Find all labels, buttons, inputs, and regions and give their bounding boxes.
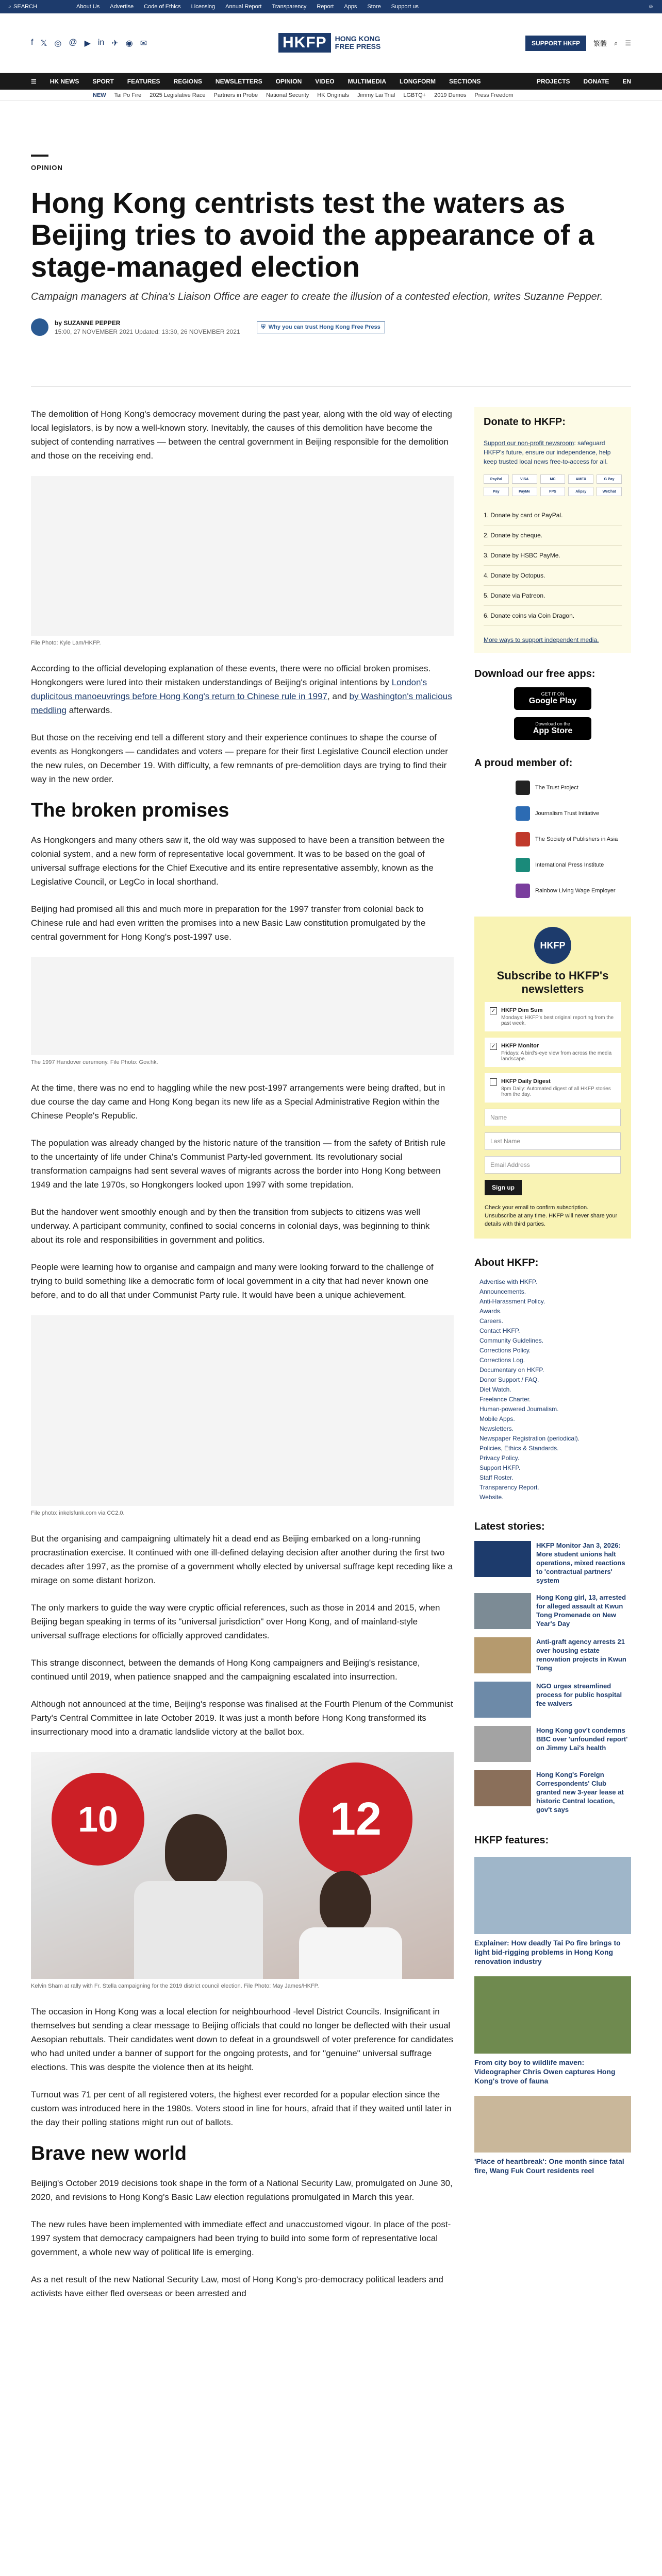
logo-line-2: FREE PRESS xyxy=(335,42,381,50)
feature-title[interactable]: Explainer: How deadly Tai Po fire brings to light bid-rigging problems in Hong Kong renovation industry xyxy=(474,1939,621,1965)
trending-tai-po-fire[interactable]: Tai Po Fire xyxy=(114,92,142,98)
support-hkfp-button[interactable]: SUPPORT HKFP xyxy=(525,36,586,51)
newsletter-desc: Fridays: A bird's-eye view from across the media landscape. xyxy=(501,1050,612,1062)
trending-national-security[interactable]: National Security xyxy=(266,92,309,98)
latest-title: Latest stories: xyxy=(474,1521,545,1532)
menu-icon[interactable]: ☰ xyxy=(31,78,37,85)
paragraph-text: afterwards. xyxy=(67,705,112,715)
last-name-input[interactable]: Last Name xyxy=(485,1132,621,1150)
feature-item[interactable] xyxy=(474,1976,631,2086)
about-link[interactable]: Corrections Policy. xyxy=(479,1347,531,1354)
apps-section xyxy=(474,668,631,740)
figure-1 xyxy=(31,476,454,646)
alipay-icon[interactable]: Alipay xyxy=(568,487,593,496)
article-paragraph: People were learning how to organise and campaign and many were looking forward to the challenge of trying to build something like a democratic form of local government in a city that had never known one before, and to do all that under Communist Party rule. It would have been a unique achievement. xyxy=(31,1262,434,1300)
top-strip xyxy=(0,0,662,13)
amex-icon[interactable]: AMEX xyxy=(568,474,593,484)
top-search-label: SEARCH xyxy=(13,4,38,10)
article-paragraph: The only markers to guide the way were cryptic official references, such as those in 2014 and 2015, when Beijing began speaking in terms of its "universal jurisdiction" over Hong Kong, and of mainland-style universal suffrage elections for officially approved candidates. xyxy=(31,1603,440,1640)
about-link[interactable]: Policies, Ethics & Standards. xyxy=(479,1445,559,1452)
nav-projects[interactable]: PROJECTS xyxy=(536,78,570,85)
image-caption: The 1997 Handover ceremony. File Photo: Gov.hk. xyxy=(31,1059,158,1065)
about-link[interactable]: Donor Support / FAQ. xyxy=(479,1376,539,1383)
site-logo[interactable] xyxy=(278,33,380,53)
ipi-icon xyxy=(516,858,530,872)
youtube-icon[interactable]: ▶ xyxy=(84,39,91,48)
donate-desc: : safeguard HKFP's future, ensure our independence, help keep trusted local news free-to-access for all. xyxy=(484,439,611,465)
account-icon[interactable]: ☰ xyxy=(625,39,631,47)
person-body xyxy=(299,1927,402,1979)
article-headline: Hong Kong centrists test the waters as Beijing tries to avoid the appearance of a stage-managed election xyxy=(31,187,594,283)
campaign-sign: 12 xyxy=(299,1762,412,1876)
checkbox[interactable]: ✓ xyxy=(490,1043,497,1050)
image-caption: Kelvin Sham at rally with Fr. Stella campaigning for the 2019 district council election. File Photo: May James/HKFP. xyxy=(31,1983,319,1989)
jti-icon xyxy=(516,806,530,821)
trending-jimmy-lai[interactable]: Jimmy Lai Trial xyxy=(357,92,395,98)
nav-longform[interactable]: LONGFORM xyxy=(400,78,436,85)
story-item[interactable] xyxy=(474,1726,631,1762)
article-image xyxy=(31,957,454,1055)
member-living-wage[interactable] xyxy=(474,884,631,898)
trending-hk-originals[interactable]: HK Originals xyxy=(317,92,350,98)
nav-newsletters[interactable]: NEWSLETTERS xyxy=(215,78,262,85)
twitter-icon[interactable]: 𝕏 xyxy=(40,39,47,48)
campaign-photo xyxy=(31,1752,454,1979)
article-paragraph: Although not announced at the time, Beijing's response was finalised at the Fourth Plenum of the Communist Party's Central Committee in late October 2019. It was just a month before Hong Kong transformed its insurrectionary mood into a dramatic landslide victory at the ballot box. xyxy=(31,1699,453,1737)
top-link-licensing[interactable]: Licensing xyxy=(191,4,216,10)
nav-features[interactable]: FEATURES xyxy=(127,78,160,85)
article-paragraph: As Hongkongers and many others saw it, the old way was supposed to have been a transition between the colonial system, and a new form of representative local government. It was to be based on the goal of universal suffrage elections for the Chief Executive and its entire representative assembly, known as the Legislative Council, or LegCo in local shorthand. xyxy=(31,835,445,887)
social-links xyxy=(31,38,147,48)
story-item[interactable] xyxy=(474,1637,631,1673)
about-link[interactable]: Careers. xyxy=(479,1317,504,1325)
top-search[interactable] xyxy=(8,4,37,10)
about-links xyxy=(474,1277,631,1502)
payment-methods xyxy=(484,474,622,496)
author-name[interactable]: by SUZANNE PEPPER xyxy=(55,319,121,327)
member-title: A proud member of: xyxy=(474,757,573,769)
about-link[interactable]: Community Guidelines. xyxy=(479,1337,544,1344)
top-link-report[interactable]: Report xyxy=(317,4,334,10)
logo-mark: HKFP xyxy=(278,33,331,53)
wechat-icon[interactable]: WeChat xyxy=(597,487,622,496)
about-link[interactable]: Privacy Policy. xyxy=(479,1454,520,1462)
mail-icon[interactable]: ✉ xyxy=(140,39,147,48)
newsletter-option-digest[interactable] xyxy=(485,1073,621,1103)
article-paragraph: But the organising and campaigning ultimately hit a dead end as Beijing embarked on a long-running procrastination exercise. It continued with one ill-defined delaying decision after another during the first two decades after 1997, as the promise of a government wholly elected by universal suffrage kept receding like a mirage on some distant horizon. xyxy=(31,1534,453,1585)
checkbox[interactable] xyxy=(490,1078,497,1086)
story-title[interactable]: Hong Kong gov't condemns BBC over 'unfounded report' on Jimmy Lai's health xyxy=(536,1726,628,1752)
payme-icon[interactable]: PayMe xyxy=(512,487,537,496)
fps-icon[interactable]: FPS xyxy=(540,487,566,496)
article-header xyxy=(31,155,631,336)
trending-lgbtq[interactable]: LGBTQ+ xyxy=(403,92,426,98)
nav-hk-news[interactable]: HK NEWS xyxy=(49,78,79,85)
about-link[interactable]: Human-powered Journalism. xyxy=(479,1405,559,1413)
feature-title[interactable]: From city boy to wildlife maven: Videographer Chris Owen captures Hong Kong's trove of fauna xyxy=(474,2058,616,2085)
donate-option-card[interactable]: 1. Donate by card or PayPal. xyxy=(484,505,622,526)
feature-item[interactable] xyxy=(474,1857,631,1966)
latest-stories xyxy=(474,1521,631,1814)
member-label: Rainbow Living Wage Employer xyxy=(535,888,616,894)
person-head xyxy=(165,1814,227,1886)
nav-opinion[interactable]: OPINION xyxy=(275,78,302,85)
newsletter-option-dim-sum[interactable] xyxy=(485,1002,621,1031)
top-link-support[interactable]: Support us xyxy=(391,4,419,10)
image-caption: File photo: inkelsfunk.com via CC2.0. xyxy=(31,1510,125,1516)
feature-image xyxy=(474,1976,631,2054)
visa-icon[interactable]: VISA xyxy=(512,474,537,484)
donate-link[interactable]: Support our non-profit newsroom xyxy=(484,439,574,447)
feature-image xyxy=(474,1857,631,1934)
london-link[interactable]: London's duplicitous manoeuvrings before Hong Kong's return to Chinese rule in 1997 xyxy=(31,677,427,701)
mastercard-icon[interactable]: MC xyxy=(540,474,566,484)
name-input[interactable]: Name xyxy=(485,1109,621,1126)
trending-bar xyxy=(0,90,662,101)
member-trust-project[interactable] xyxy=(474,781,631,795)
article-paragraph: The new rules have been implemented with immediate effect and unaccustomed vigour. In place of the post-1997 system that democracy campaigners had been trying to build into some form of representative local government, a whole new way of political life is emerging. xyxy=(31,2219,451,2257)
about-link[interactable]: Awards. xyxy=(479,1308,502,1315)
article-image xyxy=(31,476,454,636)
figure-2 xyxy=(31,957,454,1065)
donate-option-payme[interactable]: 3. Donate by HSBC PayMe. xyxy=(484,546,622,566)
story-item[interactable] xyxy=(474,1541,631,1585)
story-thumbnail xyxy=(474,1682,531,1718)
person-body xyxy=(134,1881,263,1979)
member-label: International Press Institute xyxy=(535,862,604,868)
about-title: About HKFP: xyxy=(474,1257,539,1268)
kicker-rule xyxy=(31,155,48,157)
features-section xyxy=(474,1835,631,2175)
app-store-button[interactable] xyxy=(514,717,591,740)
article-image xyxy=(31,1315,454,1506)
byline xyxy=(31,318,631,336)
figure-3 xyxy=(31,1315,454,1516)
about-link[interactable]: Transparency Report. xyxy=(479,1484,539,1491)
nav-video[interactable]: VIDEO xyxy=(315,78,335,85)
top-link-transparency[interactable]: Transparency xyxy=(272,4,307,10)
about-link[interactable]: Website. xyxy=(479,1494,504,1501)
about-link[interactable]: Documentary on HKFP. xyxy=(479,1366,544,1374)
trust-badge-label: Why you can trust Hong Kong Free Press xyxy=(268,324,380,330)
donate-option-coin[interactable]: 6. Donate coins via Coin Dragon. xyxy=(484,606,622,626)
paragraph-text: According to the official developing explanation of these events, there were no official broken promises. Hongkongers were lured into their mistaken understandings of Beijing's original intentions by xyxy=(31,664,431,687)
gpay-icon[interactable]: G Pay xyxy=(597,474,622,484)
signup-button[interactable]: Sign up xyxy=(485,1180,522,1195)
language-toggle[interactable]: 繁體 xyxy=(593,40,607,47)
article-paragraph: The demolition of Hong Kong's democracy movement during the past year, along with the old way of electing local legislators, is by now a well-known story. Inevitably, the causes of this demolition have become the subject of contending narratives — between the central government in Beijing responsible for the demolition and those on the receiving end. xyxy=(31,409,452,461)
member-jti[interactable] xyxy=(474,806,631,821)
article-dates: 15:00, 27 NOVEMBER 2021 Updated: 13:30, 26 NOVEMBER 2021 xyxy=(55,328,240,335)
trending-partners-probe[interactable]: Partners in Probe xyxy=(213,92,258,98)
email-input[interactable]: Email Address xyxy=(485,1156,621,1174)
about-link[interactable]: Corrections Log. xyxy=(479,1357,525,1364)
about-link[interactable]: Anti-Harassment Policy. xyxy=(479,1298,545,1305)
story-thumbnail xyxy=(474,1726,531,1762)
member-label: The Trust Project xyxy=(535,785,578,791)
about-link[interactable]: Freelance Charter. xyxy=(479,1396,531,1403)
feature-title[interactable]: 'Place of heartbreak': One month since fatal fire, Wang Fuk Court residents reel xyxy=(474,2157,624,2175)
trending-press-freedom[interactable]: Press Freedom xyxy=(474,92,514,98)
search-icon: ⌕ xyxy=(8,3,12,10)
paragraph-text: , and xyxy=(327,691,350,701)
google-play-label: Google Play xyxy=(528,697,577,705)
rss-icon[interactable]: ◉ xyxy=(125,39,133,48)
app-store-label: App Store xyxy=(533,726,573,735)
about-link[interactable]: Announcements. xyxy=(479,1288,526,1295)
story-title[interactable]: Hong Kong's Foreign Correspondents' Club granted new 3-year lease at historic Central location, gov't says xyxy=(536,1771,624,1814)
author-avatar[interactable] xyxy=(31,318,48,336)
telegram-icon[interactable]: ✈ xyxy=(111,39,119,48)
member-section xyxy=(474,757,631,898)
nav-multimedia[interactable]: MULTIMEDIA xyxy=(347,78,387,85)
more-ways-link[interactable]: More ways to support independent media. xyxy=(484,636,599,643)
site-header xyxy=(0,13,662,73)
article-paragraph-official xyxy=(31,662,454,717)
trust-badge[interactable] xyxy=(257,321,385,333)
newsletter-title: Subscribe to HKFP's newsletters xyxy=(496,969,609,995)
donate-option-cheque[interactable]: 2. Donate by cheque. xyxy=(484,526,622,546)
newsletter-note: Check your email to confirm subscription. Unsubscribe at any time. HKFP will never share your details with third parties. xyxy=(485,1205,618,1227)
top-link-store[interactable]: Store xyxy=(367,4,381,10)
about-section xyxy=(474,1257,631,1502)
member-sopa[interactable] xyxy=(474,832,631,846)
about-link[interactable]: Staff Roster. xyxy=(479,1474,514,1481)
newsletter-name: HKFP Daily Digest xyxy=(501,1078,551,1084)
article-paragraph: Beijing's October 2019 decisions took shape in the form of a National Security Law, promulgated on June 30, 2020, and revisions to Hong Kong's Basic Law election regulations promulgated in March this year. xyxy=(31,2178,453,2202)
donate-title: Donate to HKFP: xyxy=(484,416,566,428)
about-link[interactable]: Newsletters. xyxy=(479,1425,514,1432)
paypal-icon[interactable]: PayPal xyxy=(484,474,509,484)
donate-text xyxy=(484,438,622,466)
checkbox[interactable]: ✓ xyxy=(490,1007,497,1014)
campaign-sign: 10 xyxy=(52,1773,144,1866)
newsletter-name: HKFP Dim Sum xyxy=(501,1007,543,1013)
nav-sections[interactable]: SECTIONS xyxy=(449,78,481,85)
google-play-button[interactable] xyxy=(514,687,591,710)
facebook-icon[interactable]: f xyxy=(31,38,34,47)
trending-2019-demos[interactable]: 2019 Demos xyxy=(434,92,467,98)
article-body xyxy=(31,407,454,2314)
newsletter-logo: HKFP xyxy=(534,927,571,964)
apps-title: Download our free apps: xyxy=(474,668,595,680)
member-ipi[interactable] xyxy=(474,858,631,872)
nav-language[interactable]: EN xyxy=(622,78,631,85)
header-search-icon[interactable]: ⌕ xyxy=(614,39,618,47)
article-paragraph: But those on the receiving end tell a different story and their experience continues to shape the course of events as Hongkongers — candidates and voters — prepare for their first Legislative Council election under the new rules, on December 19. With difficulty, a few remnants of pre-demolition days are trying to find their way in the new order. xyxy=(31,733,448,784)
living-wage-icon xyxy=(516,884,530,898)
nav-sport[interactable]: SPORT xyxy=(92,78,114,85)
top-link-ethics[interactable]: Code of Ethics xyxy=(144,4,181,10)
story-item[interactable] xyxy=(474,1682,631,1718)
article-paragraph: This strange disconnect, between the demands of Hong Kong campaigners and Beijing's resistance, continued until 2019, when patience snapped and the campaigning escalated into insurrection. xyxy=(31,1658,420,1682)
section-heading-broken-promises: The broken promises xyxy=(31,800,229,821)
newsletter-option-monitor[interactable] xyxy=(485,1038,621,1067)
top-link-advertise[interactable]: Advertise xyxy=(110,4,134,10)
story-thumbnail xyxy=(474,1637,531,1673)
applepay-icon[interactable]: Pay xyxy=(484,487,509,496)
story-thumbnail xyxy=(474,1541,531,1577)
story-title[interactable]: HKFP Monitor Jan 3, 2026: More student unions halt operations, mixed reactions to 'contractual partners' system xyxy=(536,1541,625,1584)
article-paragraph: The occasion in Hong Kong was a local election for neighbourhood -level District Councils. Insignificant in themselves but sending a clear message to Beijing officials that could no longer be deflected with their usual Aesopian rebuttals. Their candidates went down to defeat in a groundswell of voter preference for candidates who had united under a banner of support for the ongoing protests, and for "genuine" universal suffrage elections. This was despite the violence then at its height. xyxy=(31,2007,454,2072)
top-links xyxy=(76,4,419,10)
sopa-icon xyxy=(516,832,530,846)
logo-wordmark xyxy=(335,35,381,50)
threads-icon[interactable]: @ xyxy=(69,38,77,47)
story-item[interactable] xyxy=(474,1770,631,1814)
donate-option-octopus[interactable]: 4. Donate by Octopus. xyxy=(484,566,622,586)
newsletter-desc: 8pm Daily: Automated digest of all HKFP stories from the day. xyxy=(501,1086,611,1097)
article-paragraph: The population was already changed by the historic nature of the transition — from the safety of British rule to the uncertainty of life under China's Communist Party-led government. Its revolutionary social transformation campaigns had sent several waves of migrants across the border into Hong Kong between 1949 and the late 1970s, so Hongkongers looked upon 1997 with some trepidation. xyxy=(31,1138,446,1190)
newsletter-name: HKFP Monitor xyxy=(501,1043,539,1049)
header-divider xyxy=(31,386,631,387)
trust-project-icon xyxy=(516,781,530,795)
article-dek: Campaign managers at China's Liaison Office are eager to create the illusion of a contested election, writes Suzanne Pepper. xyxy=(31,291,603,302)
article-kicker[interactable]: OPINION xyxy=(31,164,63,172)
article-paragraph: As a net result of the new National Security Law, most of Hong Kong's pro-democracy political leaders and activists have either fled overseas or been arrested and xyxy=(31,2275,443,2298)
app-store-top: Download on the xyxy=(535,721,570,726)
newsletter-desc: Mondays: HKFP's best original reporting from the past week. xyxy=(501,1015,614,1026)
about-link[interactable]: Advertise with HKFP. xyxy=(479,1278,537,1285)
top-link-apps[interactable]: Apps xyxy=(344,4,357,10)
donate-options xyxy=(484,505,622,626)
story-item[interactable] xyxy=(474,1593,631,1629)
about-link[interactable]: Support HKFP. xyxy=(479,1464,521,1471)
section-heading-brave-new-world: Brave new world xyxy=(31,2143,187,2164)
washington-link[interactable]: by Washington's malicious meddling xyxy=(31,691,452,715)
trending-new-label: NEW xyxy=(93,92,106,98)
image-caption: File Photo: Kyle Lam/HKFP. xyxy=(31,640,101,646)
feature-image xyxy=(474,2096,631,2153)
google-play-top: GET IT ON xyxy=(541,691,565,697)
article-paragraph: Beijing had promised all this and much more in preparation for the 1997 transfer from colonial back to Chinese rule and had even written the promises into a new Basic Law constitution promulgated by the central government for Hong Kong's post-1997 use. xyxy=(31,904,426,942)
member-label: The Society of Publishers in Asia xyxy=(535,836,618,842)
sidebar xyxy=(474,407,631,2175)
donate-box xyxy=(474,407,631,653)
instagram-icon[interactable]: ◎ xyxy=(54,39,62,48)
nav-donate[interactable]: DONATE xyxy=(583,78,609,85)
top-link-annual-report[interactable]: Annual Report xyxy=(225,4,262,10)
story-title[interactable]: Hong Kong girl, 13, arrested for alleged assault at Kwun Tong Promenade on New Year's Day xyxy=(536,1594,626,1628)
logo-line-1: HONG KONG xyxy=(335,35,380,43)
about-link[interactable]: Newspaper Registration (periodical). xyxy=(479,1435,580,1442)
figure-4 xyxy=(31,1752,454,1989)
article-paragraph: But the handover went smoothly enough and by then the transition from subjects to citizens was well underway. A participant community, confined to social concerns in colonial days, was beginning to think about its role and responsibilities in government and politics. xyxy=(31,1207,430,1245)
story-thumbnail xyxy=(474,1770,531,1806)
article-paragraph: Turnout was 71 per cent of all registered voters, the highest ever recorded for a popular election since the custom was introduced here in the 1980s. Voters stood in line for hours, afraid that if they waited until later in the day their polling stations might run out of ballots. xyxy=(31,2090,452,2127)
linkedin-icon[interactable]: in xyxy=(97,38,105,47)
shield-icon: ⛨ xyxy=(261,324,266,330)
features-title: HKFP features: xyxy=(474,1835,549,1846)
trending-legislative-race[interactable]: 2025 Legislative Race xyxy=(150,92,206,98)
about-link[interactable]: Contact HKFP. xyxy=(479,1327,520,1334)
story-title[interactable]: NGO urges streamlined process for public hospital fee waivers xyxy=(536,1682,622,1707)
top-link-about[interactable]: About Us xyxy=(76,4,100,10)
member-label: Journalism Trust Initiative xyxy=(535,810,600,817)
user-icon[interactable]: ☺ xyxy=(648,4,654,10)
about-link[interactable]: Diet Watch. xyxy=(479,1386,511,1393)
nav-regions[interactable]: REGIONS xyxy=(173,78,202,85)
story-title[interactable]: Anti-graft agency arrests 21 over housing estate renovation projects in Kwun Tong xyxy=(536,1638,626,1672)
person-head xyxy=(320,1871,371,1933)
story-thumbnail xyxy=(474,1593,531,1629)
about-link[interactable]: Mobile Apps. xyxy=(479,1415,515,1422)
main-nav xyxy=(0,73,662,90)
donate-option-patreon[interactable]: 5. Donate via Patreon. xyxy=(484,586,622,606)
article-paragraph: At the time, there was no end to haggling while the new post-1997 arrangements were being drafted, but in due course the day came and Hong Kong began its new life as a Special Administrative Region within the Chinese People's Republic. xyxy=(31,1083,445,1121)
feature-item[interactable] xyxy=(474,2096,631,2175)
newsletter-box xyxy=(474,917,631,1239)
